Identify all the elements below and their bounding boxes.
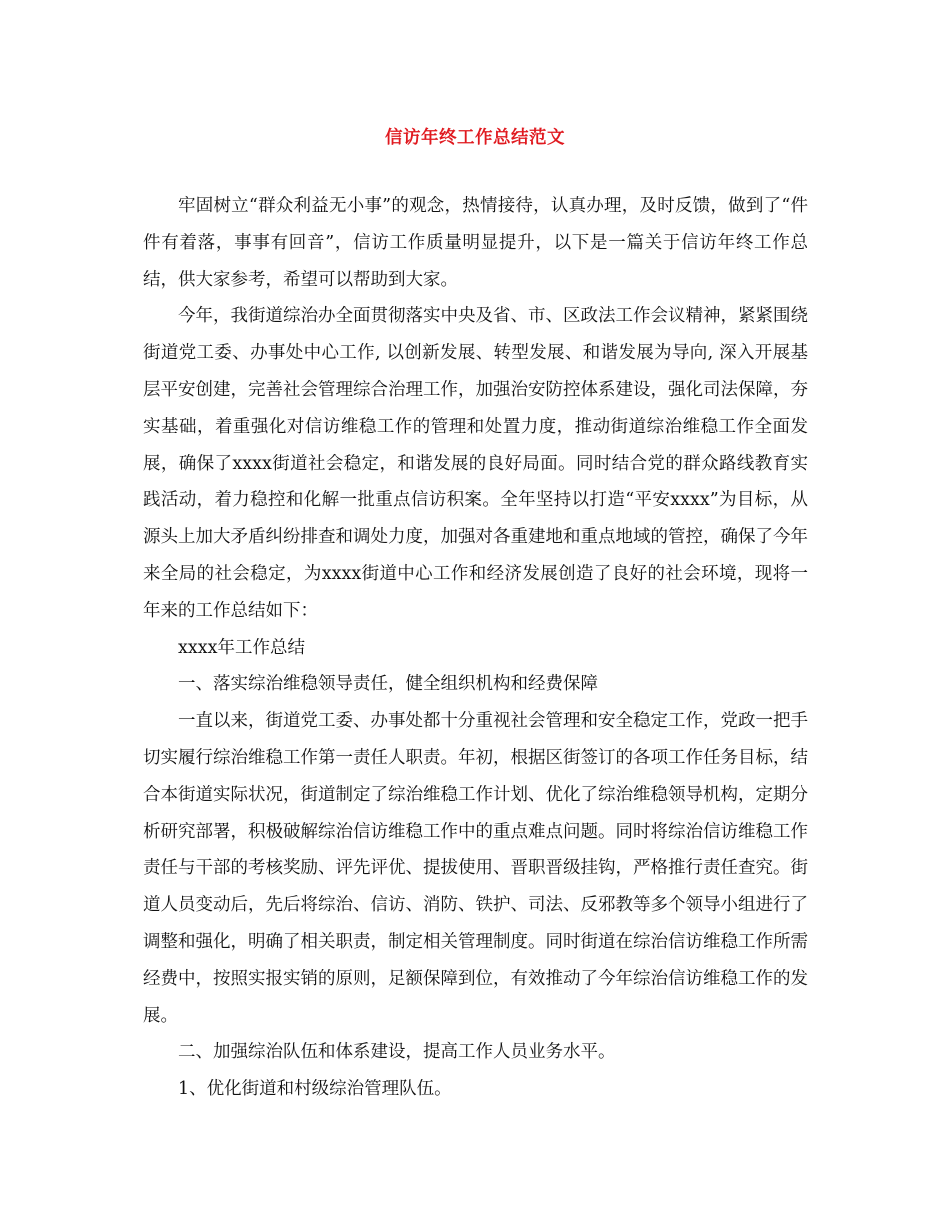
- overview-paragraph: 今年，我街道综治办全面贯彻落实中央及省、市、区政法工作会议精神，紧紧围绕街道党工委、办事处中心工作, 以创新发展、转型发展、和谐发展为导向, 深入开展基层平安创建，完善社会管理综合治理工作，加强治安防控体系建设，强化司法保障，夯实基础，着重强化对信访维稳工作的管理和处置力度，推动街道综治维稳工作全面发展，确保了xxxx街道社会稳定，和谐发展的良好局面。同时结合党的群众路线教育实践活动，着力稳控和化解一批重点信访积案。全年坚持以打造“平安xxxx”为目标，从源头上加大矛盾纠纷排查和调处力度，加强对各重建地和重点地域的管控，确保了今年来全局的社会稳定，为xxxx街道中心工作和经济发展创造了良好的社会环境，现将一年来的工作总结如下：: [143, 306, 808, 621]
- document-title: 信访年终工作总结范文: [385, 128, 565, 148]
- section-heading-1: 一、落实综治维稳领导责任，健全组织机构和经费保障: [178, 674, 598, 695]
- document-body: [143, 188, 808, 1108]
- summary-heading: xxxx年工作总结: [178, 637, 305, 658]
- section-1-paragraph: 一直以来，街道党工委、办事处都十分重视社会管理和安全稳定工作，党政一把手切实履行综治维稳工作第一责任人职责。年初，根据区街签订的各项工作任务目标，结合本街道实际状况，街道制定了综治维稳工作计划、优化了综治维稳领导机构，定期分析研究部署，积极破解综治信访维稳工作中的重点难点问题。同时将综治信访维稳工作责任与干部的考核奖励、评先评优、提拔使用、晋职晋级挂钩，严格推行责任查究。街道人员变动后，先后将综治、信访、消防、铁护、司法、反邪教等多个领导小组进行了调整和强化，明确了相关职责，制定相关管理制度。同时街道在综治信访维稳工作所需经费中，按照实报实销的原则，足额保障到位，有效推动了今年综治信访维稳工作的发展。: [143, 711, 808, 1026]
- subsection-heading-1: 1、优化街道和村级综治管理队伍。: [178, 1079, 452, 1100]
- intro-paragraph: 牢固树立“群众利益无小事”的观念，热情接待，认真办理，及时反馈，做到了“件件有着落，事事有回音”，信访工作质量明显提升，以下是一篇关于信访年终工作总结，供大家参考，希望可以帮助到大家。: [143, 196, 808, 290]
- section-heading-2: 二、加强综治队伍和体系建设，提高工作人员业务水平。: [178, 1042, 616, 1063]
